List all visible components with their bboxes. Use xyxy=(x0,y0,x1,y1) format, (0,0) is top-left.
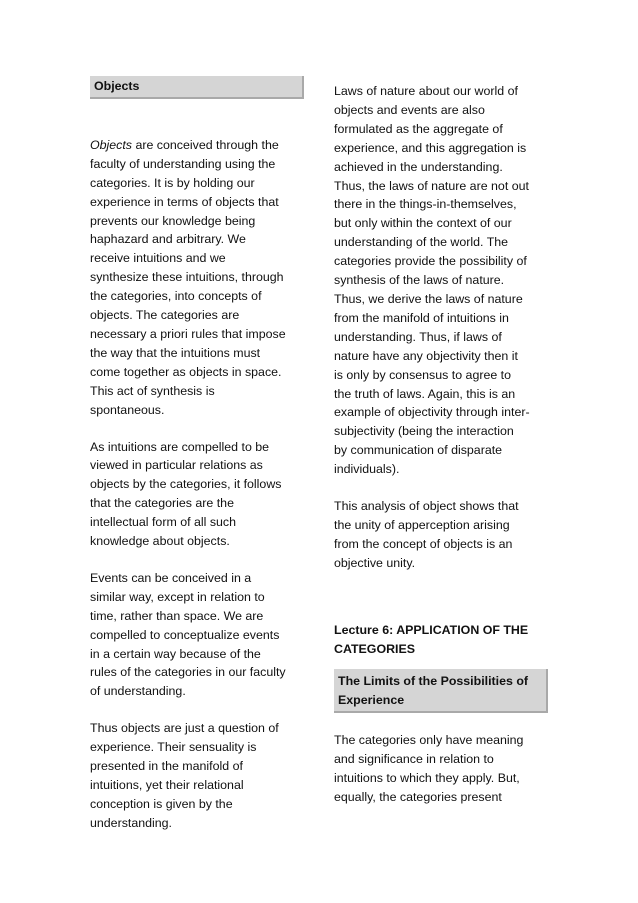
section-heading-text: Objects xyxy=(94,79,140,93)
section-heading-text: The Limits of the Possibilities of Experience xyxy=(338,673,529,707)
section-heading-limits xyxy=(334,669,548,714)
paragraph-intuitions: As intuitions are compelled to be viewed in particular relations as objects by the categories, it follows that the categories are the intellectual form of all such knowledge about objects. xyxy=(90,439,282,549)
paragraph-events: Events can be conceived in a similar way, except in relation to time, rather than space. We are compelled to conceptualize events in a certain way because of the rules of the categories in our faculty of understanding. xyxy=(90,570,286,699)
paragraph-categories-meaning: The categories only have meaning and significance in relation to intuitions to which they apply. But, equally, the categories present xyxy=(334,733,524,805)
section-heading-objects xyxy=(90,76,304,99)
right-column xyxy=(334,82,548,807)
italic-term: Objects xyxy=(90,137,133,152)
paragraph-objects-experience: Thus objects are just a question of experience. Their sensuality is presented in the manifold of intuitions, yet their relational conception is given by the understanding. xyxy=(90,721,279,830)
paragraph-text: are conceived through the faculty of understanding using the categories. It is by holding our experience in terms of objects that prevents our knowledge being haphazard and arbitrary. We receive intuitions and we synthesize these intuitions, through the categories, into concepts of objects. The categories are necessary a priori rules that impose the way that the intuitions must come together as objects in space. This act of synthesis is spontaneous. xyxy=(90,137,286,417)
left-column xyxy=(90,76,306,833)
paragraph-laws-of-nature: Laws of nature about our world of objects and events are also formulated as the aggregate of experience, and this aggregation is achieved in the understanding. Thus, the laws of nature are not out there in the things-in-themselves, but only within the context of our understanding of the world. The categories provide the possibility of synthesis of the laws of nature. Thus, we derive the laws of nature from the manifold of intuitions in understanding. Thus, if laws of nature have any objectivity then it is only by consensus to agree to the truth of laws. Again, this is an example of objectivity through inter- subjectivity (being the interaction by communication of disparate individuals). xyxy=(334,84,530,477)
paragraph-objects-intro xyxy=(90,117,306,420)
paragraph-apperception: This analysis of object shows that the unity of apperception arising from the concept of objects is an objective unity. xyxy=(334,499,519,570)
lecture-title: Lecture 6: APPLICATION OF THE CATEGORIES xyxy=(334,622,529,657)
